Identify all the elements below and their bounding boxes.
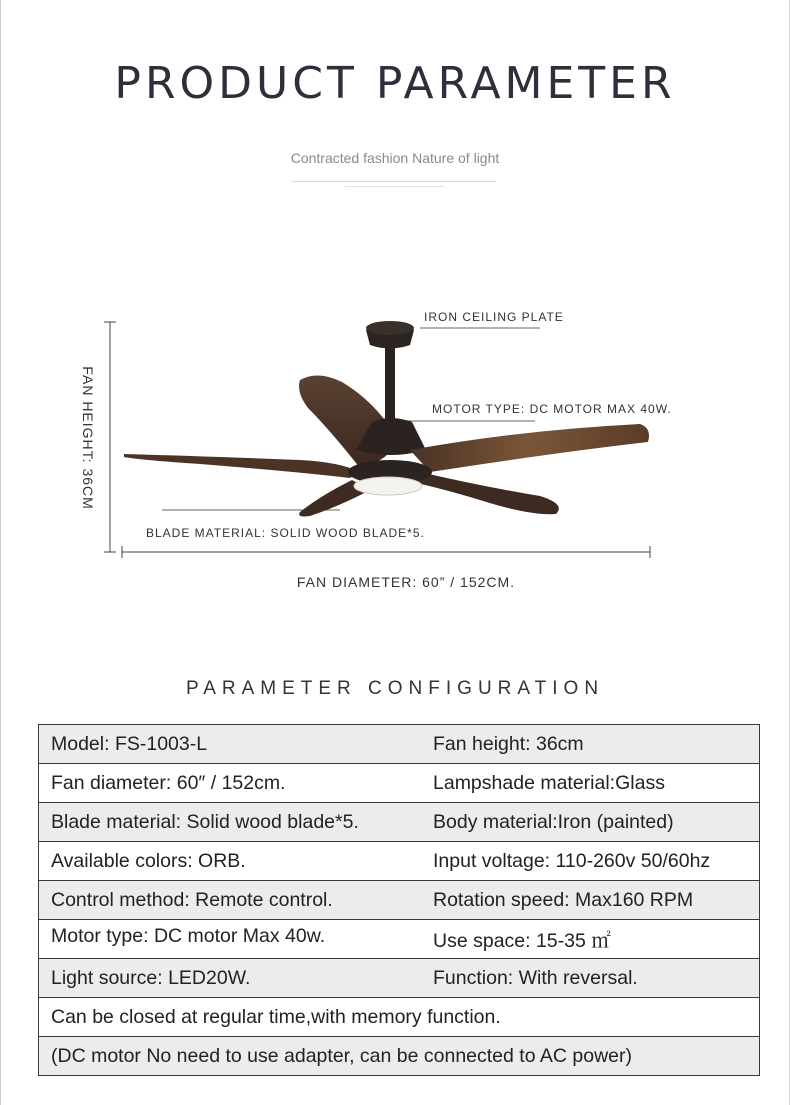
height-dimension-line bbox=[104, 322, 116, 552]
param-left: Light source: LED20W. bbox=[51, 966, 251, 989]
param-left: Fan diameter: 60″ / 152cm. bbox=[51, 771, 286, 794]
param-right: Input voltage: 110-260v 50/60hz bbox=[433, 849, 711, 872]
page-title: PRODUCT PARAMETER bbox=[114, 58, 676, 109]
blade-right bbox=[410, 424, 649, 472]
diameter-dimension-line bbox=[122, 546, 650, 558]
page-subtitle: Contracted fashion Nature of light bbox=[290, 150, 500, 166]
ceiling-plate-label: IRON CEILING PLATE bbox=[424, 310, 564, 324]
param-full: Can be closed at regular time,with memory function. bbox=[39, 998, 760, 1037]
table-row bbox=[39, 1037, 760, 1076]
table-row bbox=[39, 842, 760, 881]
led-light-cover bbox=[354, 477, 422, 495]
fan-diagram bbox=[0, 300, 790, 610]
param-right: Lampshade material:Glass bbox=[433, 771, 665, 794]
param-left: Model: FS-1003-L bbox=[51, 732, 208, 755]
table-row bbox=[39, 959, 760, 998]
table-row bbox=[39, 998, 760, 1037]
table-row bbox=[39, 920, 760, 959]
param-left: Motor type: DC motor Max 40w. bbox=[51, 925, 326, 947]
subtitle-divider bbox=[292, 181, 496, 182]
subtitle-divider-short bbox=[345, 186, 445, 187]
section-title: PARAMETER CONFIGURATION bbox=[185, 678, 605, 699]
fan-diameter-label: FAN DIAMETER: 60” / 152CM. bbox=[296, 574, 516, 590]
param-right: Body material:Iron (painted) bbox=[433, 810, 674, 833]
parameter-table bbox=[38, 724, 760, 1076]
param-right: Use space: 15-35 ㎡ bbox=[433, 930, 611, 952]
table-row bbox=[39, 881, 760, 920]
param-right: Function: With reversal. bbox=[433, 966, 638, 989]
blade-lower-right bbox=[412, 472, 559, 514]
param-left: Control method: Remote control. bbox=[51, 888, 333, 911]
param-left: Available colors: ORB. bbox=[51, 849, 246, 872]
fan-height-label: FAN HEIGHT: 36CM bbox=[80, 366, 96, 510]
param-right: Rotation speed: Max160 RPM bbox=[433, 888, 694, 911]
blade-material-label: BLADE MATERIAL: SOLID WOOD BLADE*5. bbox=[146, 526, 425, 540]
ceiling-fan-illustration bbox=[0, 300, 790, 610]
table-row bbox=[39, 803, 760, 842]
downrod bbox=[385, 348, 395, 420]
motor-label: MOTOR TYPE: DC MOTOR MAX 40W. bbox=[432, 402, 672, 416]
param-left: Blade material: Solid wood blade*5. bbox=[51, 810, 359, 833]
param-right: Fan height: 36cm bbox=[433, 732, 584, 755]
blade-left bbox=[124, 454, 360, 478]
table-row bbox=[39, 764, 760, 803]
table-row bbox=[39, 725, 760, 764]
param-full: (DC motor No need to use adapter, can be connected to AC power) bbox=[39, 1037, 760, 1076]
